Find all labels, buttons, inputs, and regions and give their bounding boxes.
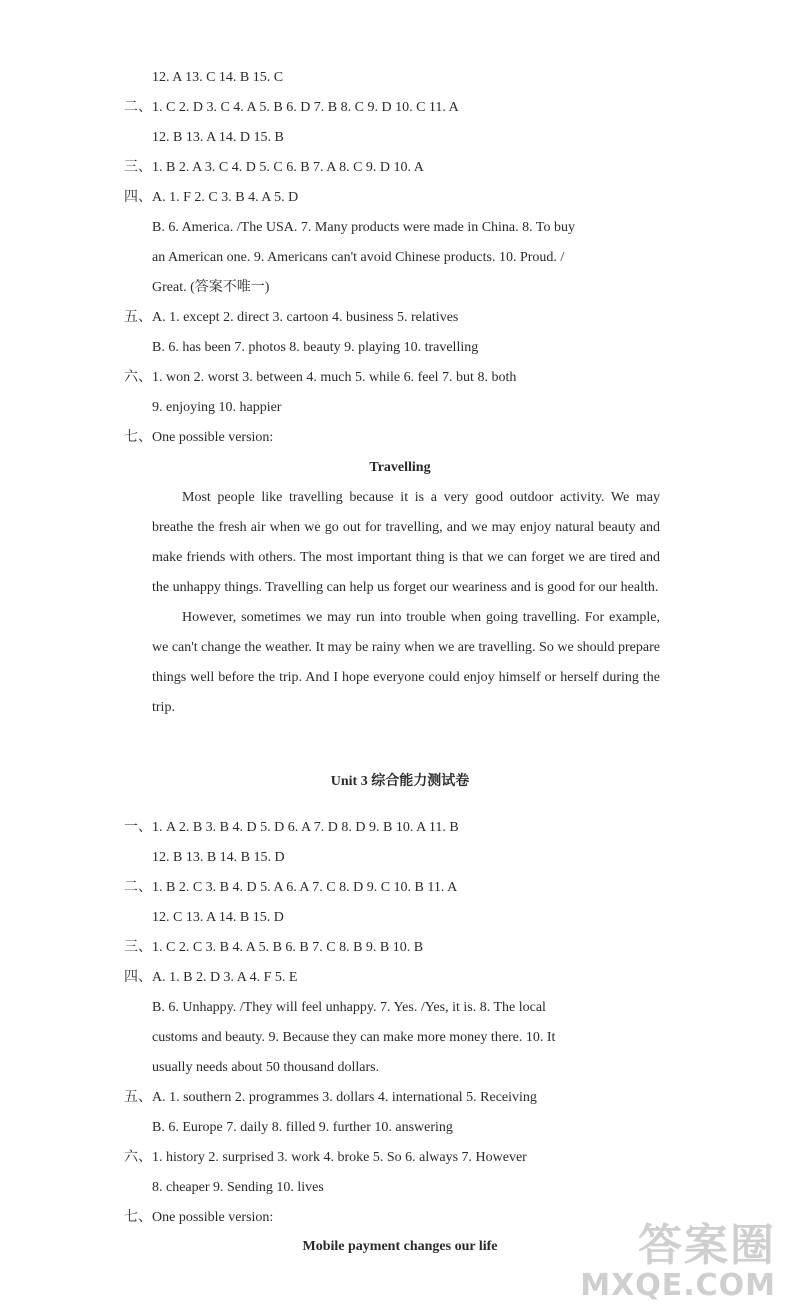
answer-line-6: B. 6. America. /The USA. 7. Many products were made in China. 8. To buy [152,220,575,235]
unit3-line-11: B. 6. Europe 7. daily 8. filled 9. further 10. answering [152,1120,453,1135]
watermark-logo [580,1222,776,1302]
answer-line-10: B. 6. has been 7. photos 8. beauty 9. playing 10. travelling [152,340,479,355]
essay-title-travelling: Travelling [369,460,431,475]
unit3-line-8: customs and beauty. 9. Because they can make more money there. 10. It [152,1030,556,1045]
unit3-title: Unit 3 综合能力测试卷 [330,774,470,789]
essay-paragraph-1: Most people like travelling because it is a very good outdoor activity. We may breathe the fresh air when we go out for travelling, and we may enjoy natural beauty and make friends with others. The most important thing is that we can forget we are tired and the unhappy things. Travelling can help us forget our weariness and is good for our health. [152,490,660,595]
answer-line-4: 三、1. B 2. A 3. C 4. D 5. C 6. B 7. A 8. C 9. D 10. A [124,160,424,175]
unit3-line-3: 二、1. B 2. C 3. B 4. D 5. A 6. A 7. C 8. D 9. C 10. B 11. A [124,880,458,895]
answer-line-9: 五、A. 1. except 2. direct 3. cartoon 4. business 5. relatives [124,310,459,325]
answer-line-12: 9. enjoying 10. happier [152,400,282,415]
essay-paragraph-2: However, sometimes we may run into trouble when going travelling. For example, we can't change the weather. It may be rainy when we are travelling. So we should prepare things well before the trip. And I hope everyone could enjoy himself or herself during the trip. [152,610,660,715]
answer-line-2: 二、1. C 2. D 3. C 4. A 5. B 6. D 7. B 8. C 9. D 10. C 11. A [124,100,459,115]
unit3-line-2: 12. B 13. B 14. B 15. D [152,850,285,865]
watermark-bottom-text: MXQE.COM [580,1268,776,1303]
unit3-line-4: 12. C 13. A 14. B 15. D [152,910,284,925]
answer-line-7: an American one. 9. Americans can't avoid Chinese products. 10. Proud. / [152,250,565,265]
unit3-line-10: 五、A. 1. southern 2. programmes 3. dollars 4. international 5. Receiving [124,1090,537,1105]
answer-line-5: 四、A. 1. F 2. C 3. B 4. A 5. D [124,190,299,205]
answer-line-3: 12. B 13. A 14. D 15. B [152,130,284,145]
answer-line-11: 六、1. won 2. worst 3. between 4. much 5. while 6. feel 7. but 8. both [124,370,517,385]
unit3-line-7: B. 6. Unhappy. /They will feel unhappy. 7. Yes. /Yes, it is. 8. The local [152,1000,546,1015]
answer-line-13: 七、One possible version: [124,430,274,445]
answer-line-8: Great. (答案不唯一) [152,280,270,295]
unit3-line-6: 四、A. 1. B 2. D 3. A 4. F 5. E [124,970,298,985]
essay-title-mobile-payment: Mobile payment changes our life [302,1239,498,1254]
unit3-line-13: 8. cheaper 9. Sending 10. lives [152,1180,324,1195]
unit3-line-14: 七、One possible version: [124,1210,274,1225]
unit3-line-9: usually needs about 50 thousand dollars. [152,1060,380,1075]
unit3-line-5: 三、1. C 2. C 3. B 4. A 5. B 6. B 7. C 8. B 9. B 10. B [124,940,424,955]
unit3-line-1: 一、1. A 2. B 3. B 4. D 5. D 6. A 7. D 8. D 9. B 10. A 11. B [124,820,459,835]
watermark-top-text: 答案圈 [638,1220,776,1271]
unit3-line-12: 六、1. history 2. surprised 3. work 4. broke 5. So 6. always 7. However [124,1150,527,1165]
answer-line-1: 12. A 13. C 14. B 15. C [152,70,284,85]
